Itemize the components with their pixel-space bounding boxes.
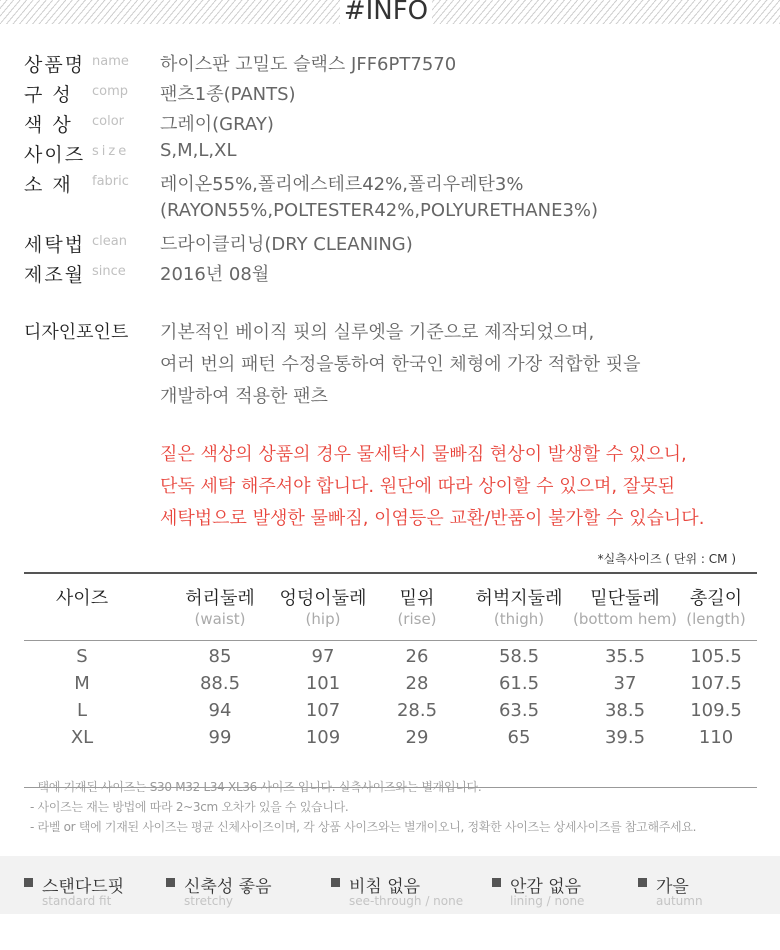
info-eng-label: color — [92, 114, 125, 129]
feature-sub-label: autumn — [656, 894, 703, 908]
info-eng-label: fabric — [92, 174, 129, 189]
table-cell: 105.5 — [690, 646, 742, 667]
table-cell: 29 — [405, 727, 429, 748]
design-point-line: 여러 번의 패턴 수정을통하여 한국인 체형에 가장 적합한 핏을 — [160, 354, 641, 375]
design-point-label: 디자인포인트 — [24, 322, 129, 343]
table-header: 총길이 — [689, 588, 743, 609]
table-cell: 107.5 — [690, 673, 742, 694]
wash-warning-line: 짙은 색상의 상품의 경우 물세탁시 물빠짐 현상이 발생할 수 있으니, — [160, 444, 687, 465]
wash-warning-line: 단독 세탁 해주셔야 합니다. 원단에 따라 상이할 수 있으며, 잘못된 — [160, 476, 676, 497]
size-note-line: - 라벨 or 택에 기재된 사이즈는 평균 신체사이즈이며, 각 상품 사이즈와는 별개이오니, 정확한 사이즈는 상세사이즈를 참고해주세요. — [30, 820, 697, 834]
info-value-english: (RAYON55%,POLTESTER42%,POLYURETHANE3%) — [160, 200, 599, 221]
design-point-line: 개발하여 적용한 팬츠 — [160, 386, 328, 407]
info-label: 사이즈 — [24, 144, 86, 166]
table-divider — [24, 640, 757, 641]
feature-bar — [0, 856, 780, 914]
table-cell: 110 — [698, 727, 734, 748]
table-cell: 109 — [305, 727, 341, 748]
table-cell: 35.5 — [604, 646, 646, 667]
info-value: S,M,L,XL — [160, 140, 237, 161]
header-hatch-left — [0, 0, 340, 24]
bullet-square-icon — [24, 878, 33, 887]
table-cell: 38.5 — [604, 700, 646, 721]
table-cell: 65 — [507, 727, 531, 748]
table-cell: 63.5 — [498, 700, 540, 721]
table-cell: M — [74, 673, 90, 694]
header-hatch-right — [432, 0, 780, 24]
bullet-square-icon — [638, 878, 647, 887]
table-header: 허리둘레 — [185, 588, 255, 609]
info-eng-label: size — [92, 144, 130, 159]
feature-sub-label: lining / none — [510, 894, 585, 908]
table-cell: 109.5 — [690, 700, 742, 721]
info-label: 구 성 — [24, 84, 73, 106]
feature-label: 스탠다드핏 — [42, 877, 125, 897]
bullet-square-icon — [166, 878, 175, 887]
table-header-sub: (rise) — [397, 610, 437, 628]
table-cell: 88.5 — [199, 673, 241, 694]
table-cell: S — [76, 646, 88, 667]
table-header: 밑위 — [399, 588, 435, 609]
info-label: 색 상 — [24, 114, 73, 136]
table-header-sub: (waist) — [194, 610, 246, 628]
info-eng-label: name — [92, 54, 129, 69]
feature-sub-label: see-through / none — [349, 894, 464, 908]
design-point-line: 기본적인 베이직 핏의 실루엣을 기준으로 제작되었으며, — [160, 322, 595, 343]
table-header: 엉덩이둘레 — [279, 588, 367, 609]
table-cell: 28.5 — [396, 700, 438, 721]
size-table — [24, 572, 757, 788]
table-cell: L — [76, 700, 88, 721]
table-cell: 107 — [305, 700, 341, 721]
table-cell: 39.5 — [604, 727, 646, 748]
feature-label: 신축성 좋음 — [184, 877, 272, 897]
table-cell: 58.5 — [498, 646, 540, 667]
feature-sub-label: standard fit — [42, 894, 112, 908]
feature-label: 안감 없음 — [510, 877, 582, 897]
size-unit-note: *실측사이즈 ( 단위 : CM ) — [597, 552, 736, 566]
info-eng-label: comp — [92, 84, 129, 99]
table-header-sub: (thigh) — [493, 610, 545, 628]
info-label: 상품명 — [24, 54, 86, 76]
info-value: 팬츠1종(PANTS) — [160, 84, 296, 105]
info-value: 하이스판 고밀도 슬랙스 JFF6PT7570 — [160, 54, 457, 75]
bullet-square-icon — [331, 878, 340, 887]
table-cell: 94 — [208, 700, 232, 721]
table-cell: 97 — [311, 646, 335, 667]
info-value: 2016년 08월 — [160, 264, 270, 285]
info-eng-label: since — [92, 264, 126, 279]
info-eng-label: clean — [92, 234, 127, 249]
feature-label: 비침 없음 — [349, 877, 421, 897]
info-header — [0, 0, 780, 24]
info-label: 소 재 — [24, 174, 73, 196]
table-cell: 101 — [305, 673, 341, 694]
table-header: 허벅지둘레 — [475, 588, 563, 609]
bullet-square-icon — [492, 878, 501, 887]
table-cell: XL — [70, 727, 94, 748]
size-note-line: - 사이즈는 재는 방법에 따라 2~3cm 오차가 있을 수 있습니다. — [30, 800, 349, 814]
table-cell: 37 — [613, 673, 637, 694]
size-note-line: - 택에 기재된 사이즈는 S30 M32 L34 XL36 사이즈 입니다. 실측사이즈와는 별개입니다. — [30, 780, 482, 794]
table-cell: 28 — [405, 673, 429, 694]
table-cell: 26 — [405, 646, 429, 667]
wash-warning-line: 세탁법으로 발생한 물빠짐, 이염등은 교환/반품이 불가할 수 있습니다. — [160, 508, 705, 529]
info-label: 세탁법 — [24, 234, 86, 256]
table-cell: 85 — [208, 646, 232, 667]
table-cell: 99 — [208, 727, 232, 748]
info-value: 드라이클리닝(DRY CLEANING) — [160, 234, 413, 255]
table-header-sub: (length) — [686, 610, 746, 628]
table-cell: 61.5 — [498, 673, 540, 694]
feature-label: 가을 — [656, 877, 689, 897]
info-value: 레이온55%,폴리에스테르42%,폴리우레탄3% — [160, 174, 524, 195]
info-label: 제조월 — [24, 264, 86, 286]
feature-sub-label: stretchy — [184, 894, 234, 908]
info-value: 그레이(GRAY) — [160, 114, 274, 135]
table-header: 사이즈 — [55, 588, 109, 609]
page-title: #INFO — [343, 0, 429, 26]
table-header-sub: (hip) — [305, 610, 341, 628]
table-header: 밑단둘레 — [590, 588, 660, 609]
table-header-sub: (bottom hem) — [572, 610, 678, 628]
